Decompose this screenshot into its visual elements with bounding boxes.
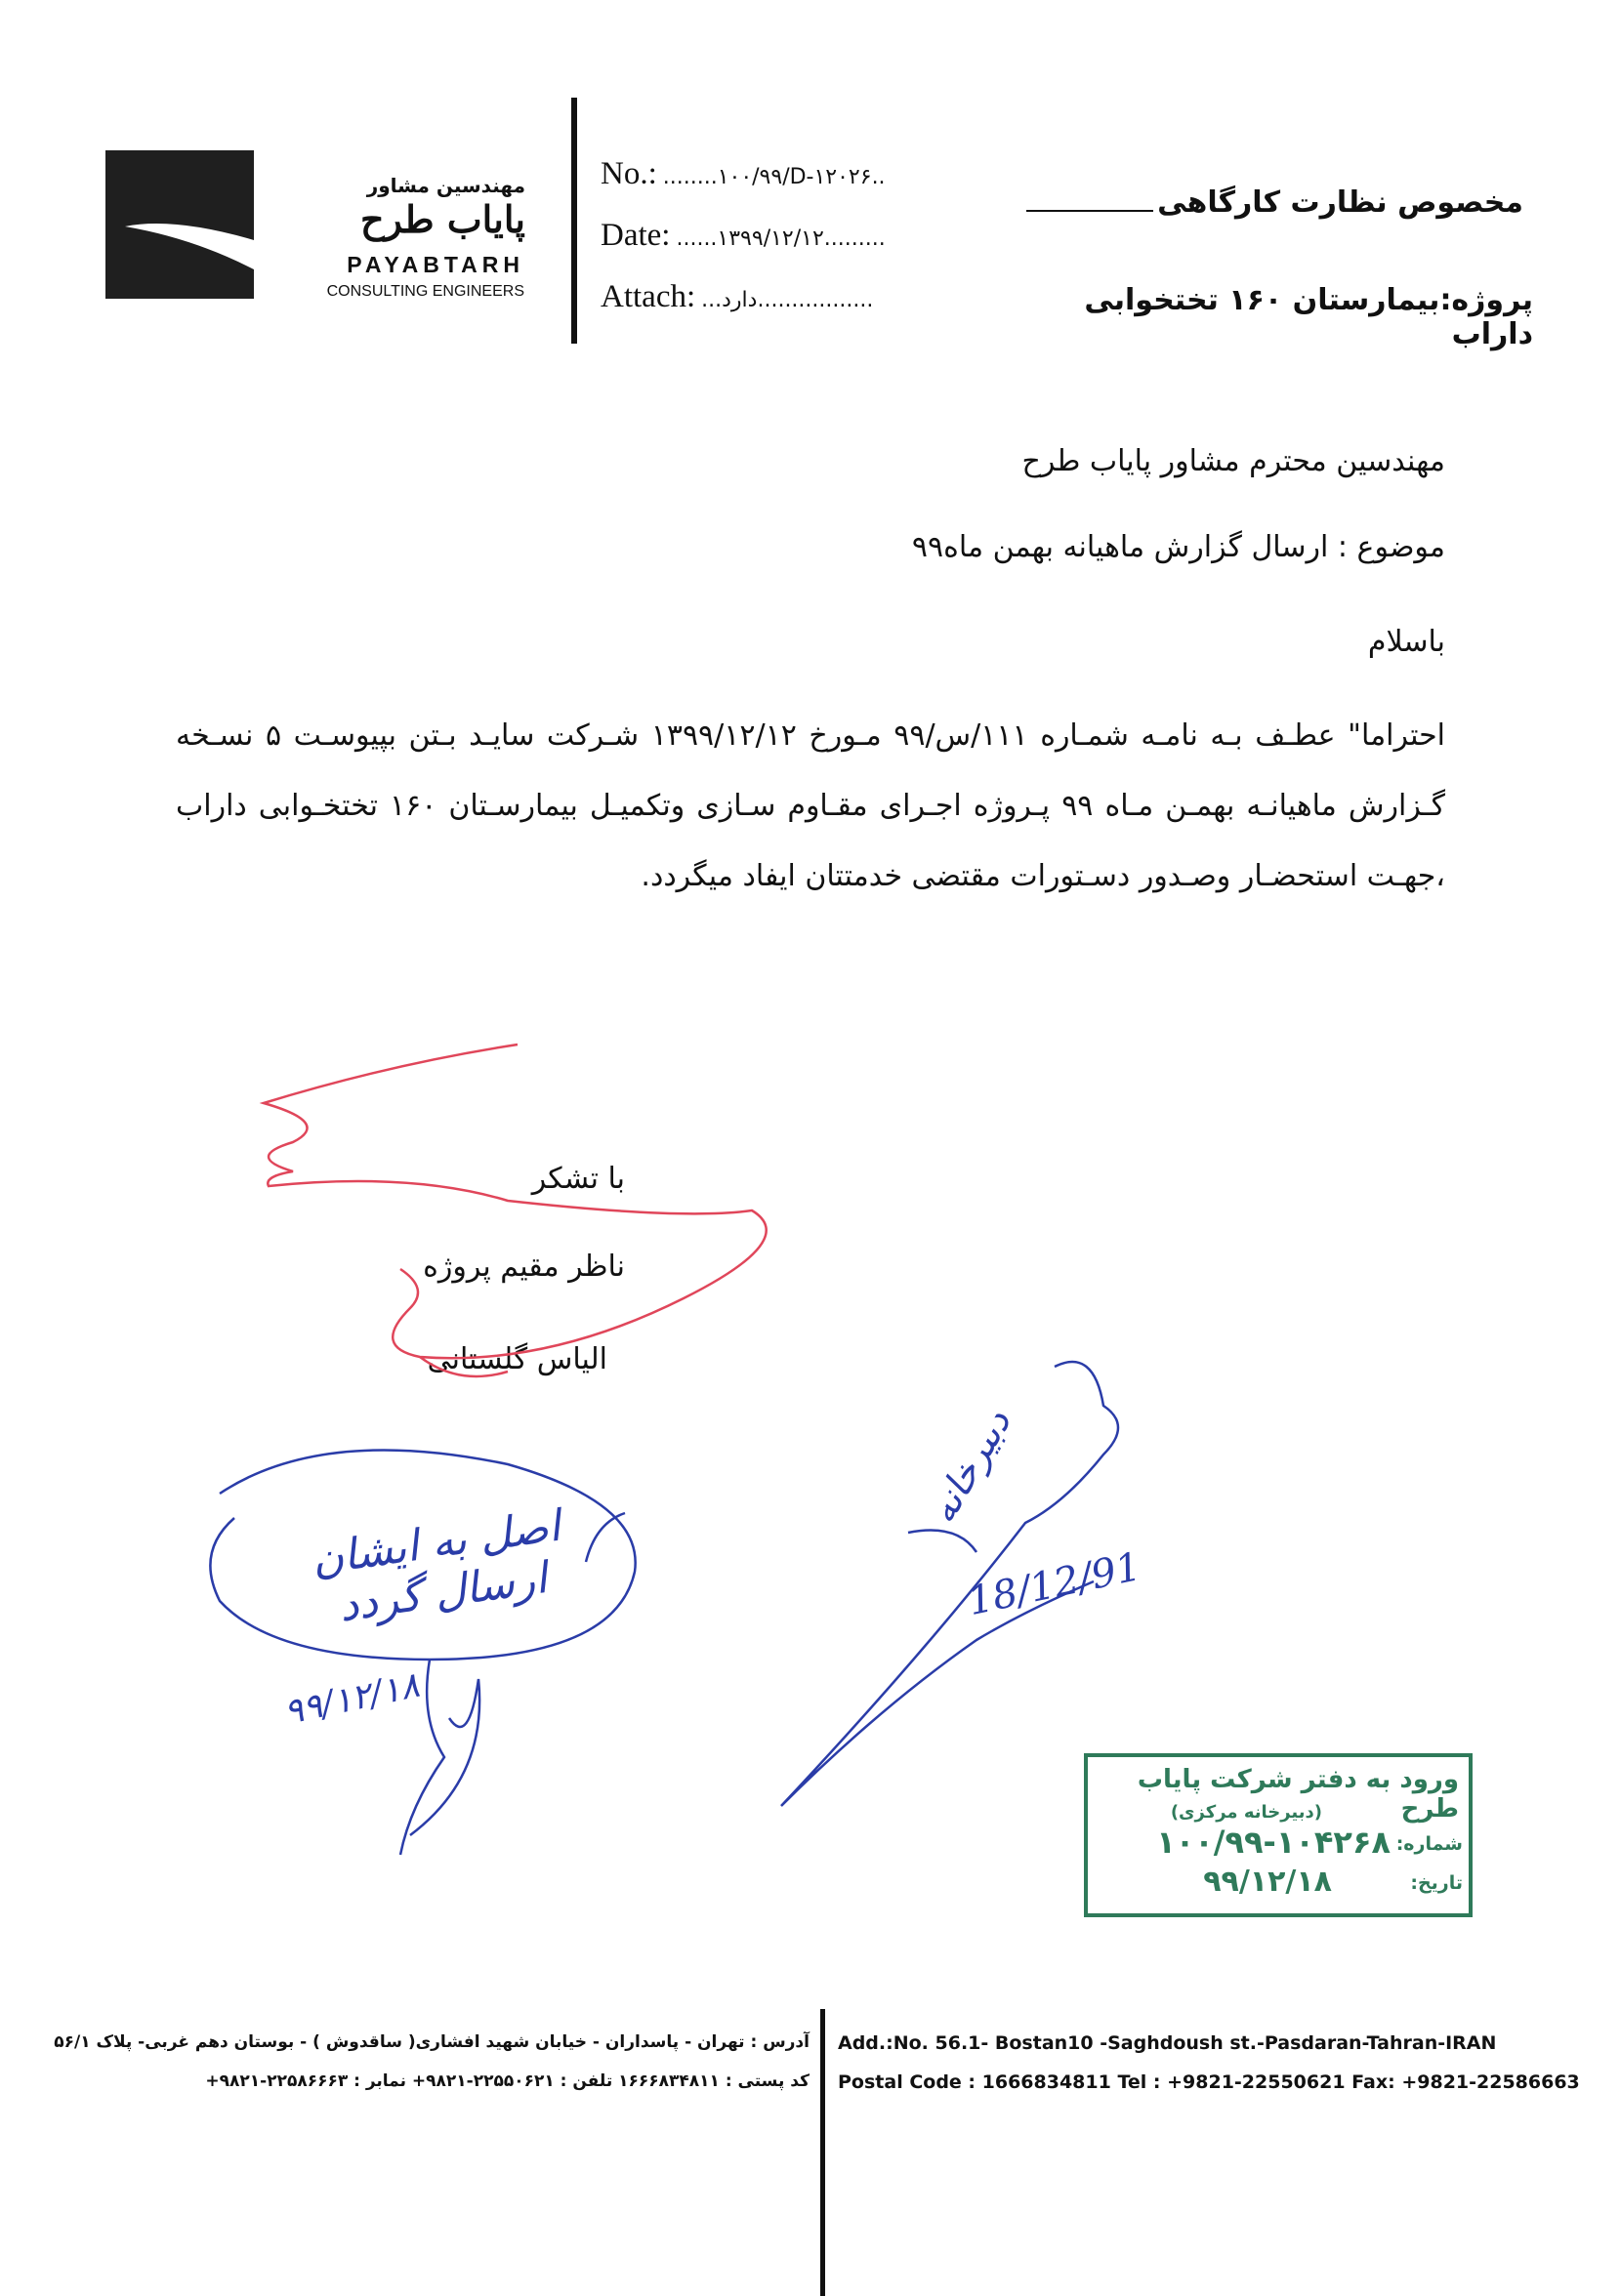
- handwritten-circle-note: اصل به ایشان ارسال گردد: [309, 1500, 563, 1632]
- header-divider: [571, 98, 577, 344]
- footer-english-address: Add.:No. 56.1- Bostan10 -Saghdoush st.-Pasdaran-Tahran-IRAN: [838, 2032, 1497, 2054]
- ref-number-value: ........۱۰۰/۹۹/D-۱۲۰۲۶..: [662, 165, 886, 189]
- footer-persian-address: آدرس : تهران - پاسداران - خیابان شهید افشاری( ساقدوش ) - بوستان دهم غربی- پلاک ۵۶/۱: [54, 2032, 810, 2052]
- logo-english-subtitle: CONSULTING ENGINEERS: [326, 283, 524, 300]
- signer-role: ناظر مقیم پروژه: [423, 1250, 625, 1284]
- logo-persian-name: پایاب طرح: [359, 197, 525, 241]
- ref-attach-value: ...دارد.................: [701, 288, 874, 312]
- footer-english-contacts: Postal Code : 1666834811 Tel : +9821-22550621 Fax: +9821-22586663: [838, 2071, 1580, 2093]
- stamp-date-value: ۹۹/۱۲/۱۸: [1203, 1865, 1332, 1899]
- stamp-subtitle: (دبیرخانه مرکزی): [1170, 1802, 1322, 1823]
- stamp-number-label: شماره:: [1395, 1833, 1463, 1855]
- signer-name: الیاس گلستانی: [427, 1342, 607, 1376]
- received-stamp: [1084, 1753, 1473, 1917]
- stamp-title: ورود به دفتر شرکت پایاب طرح: [1137, 1765, 1459, 1824]
- footer-persian-contacts: کد پستی : ۱۶۶۶۸۳۴۸۱۱ تلفن : ۲۲۵۵۰۶۲۱-۹۸۲۱+ نمابر : ۲۲۵۸۶۶۶۳-۹۸۲۱+: [205, 2071, 810, 2091]
- addressee-line: مهندسین محترم مشاور پایاب طرح: [1021, 444, 1445, 478]
- project-title: پروژه:بیمارستان ۱۶۰ تختخوابی داراب: [1084, 283, 1533, 351]
- handwritten-right-number: 18/12/91: [964, 1543, 1145, 1625]
- stamp-number-value: ۱۰۰/۹۹-۱۰۴۲۶۸: [1156, 1824, 1391, 1861]
- footer-divider: [820, 2009, 825, 2296]
- ref-number-label: No.:: [601, 156, 657, 191]
- red-signature-icon: [264, 1045, 767, 1376]
- handwritten-right-note: دبیرخانه: [920, 1402, 1019, 1531]
- logo-persian-subtitle: مهندسین مشاور: [366, 174, 525, 197]
- supervision-heading: [1006, 185, 1523, 220]
- closing-thanks: با تشکر: [531, 1162, 625, 1196]
- ref-attach-label: Attach:: [601, 279, 696, 314]
- ref-date-value: ......۱۳۹۹/۱۲/۱۲.........: [676, 226, 886, 251]
- handwritten-date-left: ۹۹/۱۲/۱۸: [280, 1664, 424, 1734]
- ref-date-row: [601, 218, 972, 254]
- company-logo-icon: [105, 150, 254, 299]
- supervision-text: مخصوص نظارت کارگاهی: [1157, 185, 1523, 220]
- supervision-underline: [1026, 210, 1153, 212]
- ref-date-label: Date:: [601, 218, 671, 253]
- ref-number-row: [601, 156, 972, 192]
- greeting-line: باسلام: [1367, 625, 1445, 659]
- body-paragraph: احتراما" عطـف بـه نامـه شمـاره ۱۱۱/س/۹۹ مـورخ ۱۳۹۹/۱۲/۱۲ شـرکت سایـد بـتن بپیوسـت ۵ نسـخه گـزارش ماهیانـه بهمـن مـاه ۹۹ پـروژه اجـرای مقـاوم سـازی وتکمیـل بیمارسـتان ۱۶۰ تختخـوابی داراب ،جهـت استحضـار وصـدور دسـتورات مقتضی خدمتتان ایفاد میگردد.: [176, 718, 1445, 893]
- subject-line: موضوع : ارسال گزارش ماهیانه بهمن ماه۹۹: [911, 530, 1445, 564]
- ref-attach-row: [601, 279, 972, 315]
- logo-english-name: PAYABTARH: [347, 252, 524, 277]
- stamp-date-label: تاریخ:: [1410, 1872, 1463, 1894]
